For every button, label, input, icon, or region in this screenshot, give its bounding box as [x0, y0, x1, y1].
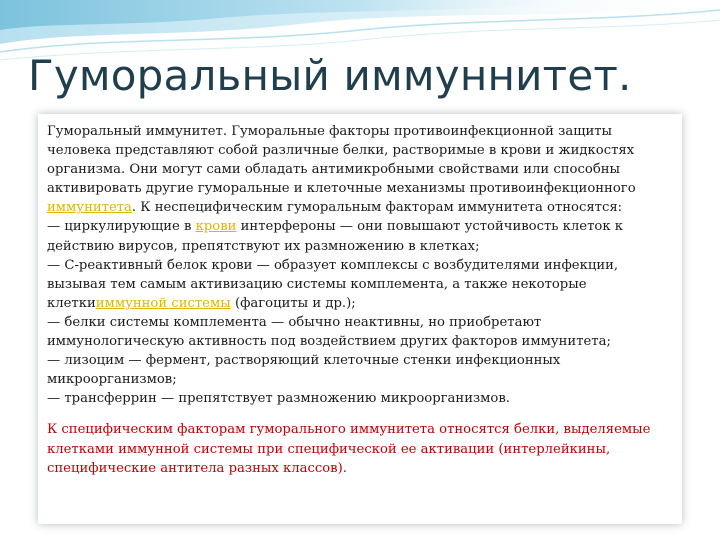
slide-title: Гуморальный иммуннитет. — [28, 51, 632, 100]
item1-text-2: интерфероны — они повышают устойчивость клеток к действию вирусов, препятствуют их размножению в клетках; — [47, 219, 624, 254]
item1-text-1: — циркулирующие в — [47, 219, 196, 235]
intro-text-2: . К неспецифическим гуморальным факторам иммунитета относятся: — [131, 200, 623, 216]
item2-text-2: (фагоциты и др.); — [230, 295, 356, 311]
item2-text-1: — C-реактивный белок крови — образует комплексы с возбудителями инфекции, вызывая тем самым активизацию системы комплемента, а также некоторые клетки — [47, 257, 619, 311]
content-box — [38, 114, 682, 524]
list-item-transferrin: — трансферрин — препятствует размножению микроорганизмов. — [47, 391, 510, 407]
list-item-complement: — белки системы комплемента — обычно неактивны, но приобретают иммунологическую активность под воздействием других факторов иммунитета; — [47, 314, 611, 350]
intro-text-1: Гуморальный иммунитет. Гуморальные факторы противоинфекционной защиты человека представляют собой различные белки, растворимые в крови и жидкостях организма. Они могут сами обладать антимикробными свойствами или способны активировать другие гуморальные и клеточные механизмы противоинфекционного — [47, 124, 636, 197]
intro-paragraph — [47, 122, 674, 217]
link-immune-system[interactable]: иммунной системы — [95, 295, 231, 311]
specific-factors-paragraph: К специфическим факторам гуморального иммунитета относятся белки, выделяемые клетками иммунной системы при специфической ее активации (интерлейкины, специфические антитела разных классов). — [47, 422, 651, 476]
list-item-interferons — [47, 217, 674, 255]
link-krovi[interactable]: крови — [195, 219, 237, 235]
list-item-lysozyme: — лизоцим — фермент, растворяющий клеточные стенки инфекционных микроорганизмов; — [47, 353, 561, 388]
link-immuniteta[interactable]: иммунитета — [47, 200, 132, 216]
list-item-c-reactive-protein — [47, 256, 674, 313]
paragraph-gap — [47, 408, 674, 420]
